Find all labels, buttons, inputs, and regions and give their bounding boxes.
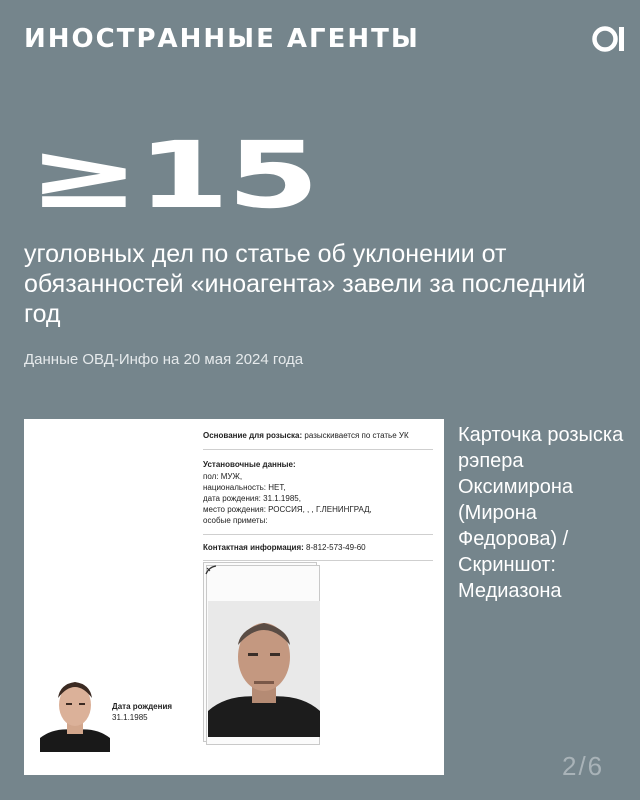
card-divider bbox=[203, 449, 433, 450]
card-dob: дата рождения: 31.1.1985, bbox=[203, 494, 301, 503]
card-divider bbox=[203, 560, 433, 561]
card-dob-value: 31.1.1985 bbox=[112, 713, 148, 722]
card-contact: Контактная информация: 8-812-573-49-60 bbox=[203, 543, 366, 552]
card-basis: Основание для розыска: разыскивается по статье УК bbox=[203, 431, 409, 440]
stat-description: уголовных дел по статье об уклонении от обязанностей «иноагента» завели за последний год bbox=[24, 240, 586, 328]
pen-mark-icon bbox=[204, 564, 218, 576]
card-sex: пол: МУЖ, bbox=[203, 472, 243, 481]
card-marks: особые приметы: bbox=[203, 516, 268, 525]
card-dob-label: Дата рождения bbox=[112, 702, 173, 711]
card-birthplace: место рождения: РОССИЯ, , , Г.ЛЕНИНГРАД, bbox=[203, 505, 372, 514]
header-title: ИНОСТРАННЫЕ АГЕНТЫ bbox=[24, 24, 420, 54]
data-source: Данные ОВД-Инфо на 20 мая 2024 года bbox=[24, 351, 304, 368]
image-caption: Карточка розыска рэпера Оксимирона (Мирона Федорова) / Скриншот: Медиазона bbox=[458, 424, 624, 602]
logo-icon bbox=[592, 24, 626, 54]
stat-value: ≥15 bbox=[28, 122, 317, 229]
page-counter: 2/6 bbox=[562, 751, 605, 781]
suspect-photo bbox=[208, 601, 320, 737]
card-divider bbox=[203, 534, 433, 535]
wanted-card-screenshot bbox=[24, 419, 444, 775]
card-nationality: национальность: НЕТ, bbox=[203, 483, 286, 492]
suspect-small-photo bbox=[40, 672, 110, 752]
card-data-label: Установочные данные: bbox=[203, 460, 296, 469]
